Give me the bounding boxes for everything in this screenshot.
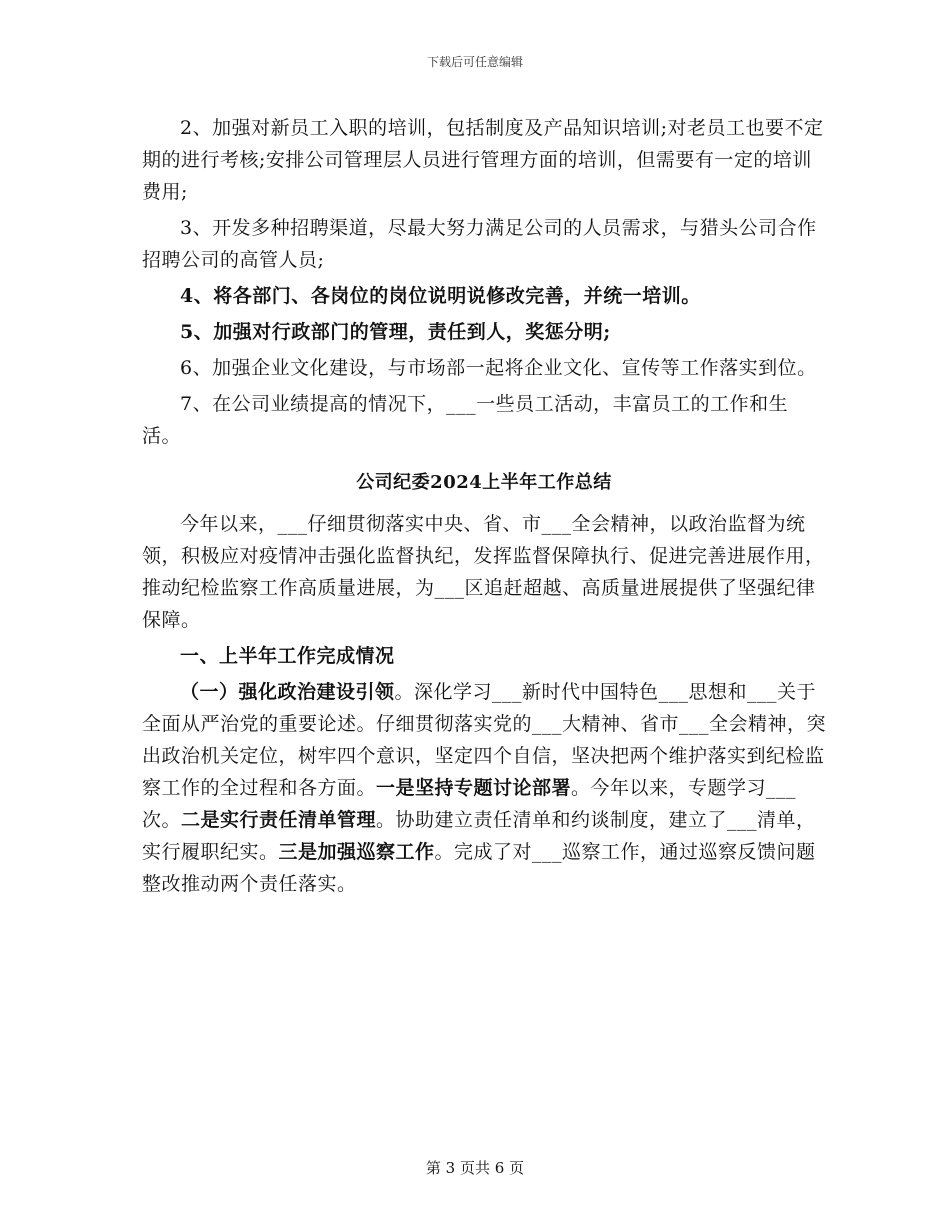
document-body — [142, 112, 826, 904]
paragraph-item-7: 7、在公司业绩提高的情况下，___一些员工活动，丰富员工的工作和生活。 — [142, 393, 789, 447]
page-footer: 第 3 页共 6 页 — [425, 1159, 525, 1177]
subsection-text-1: 。深化学习___新时代中国特色___思想和___关于全面从严治党的重要论述。仔细贯彻落实党的___大精神、省市___全会精神，突出政治机关定位，树牢四个意识，坚定四个自信，坚决把两个维护落实到纪检监察工作的全过程和各方面。 — [142, 681, 827, 799]
point-three-bold: 三是加强巡察工作 — [278, 841, 435, 863]
paragraph-item-4: 4、将各部门、各岗位的岗位说明说修改完善，并统一培训。 — [180, 285, 701, 307]
point-two-bold: 二是实行责任清单管理 — [181, 809, 377, 831]
paragraph-item-3: 3、开发多种招聘渠道，尽最大努力满足公司的人员需求，与猎头公司合作招聘公司的高管人员; — [142, 217, 817, 271]
subsection-text-3: 。协助建立责任清单和约谈制度，建立了___清单，实行履职纪实。 — [142, 809, 816, 863]
paragraph-item-5: 5、加强对行政部门的管理，责任到人，奖惩分明; — [180, 321, 611, 343]
section-title: 公司纪委2024上半年工作总结 — [356, 472, 612, 493]
subsection-text-2: 。今年以来，专题学习___次。 — [142, 777, 797, 831]
subsection-paragraph — [142, 676, 826, 900]
subsection-lead: （一）强化政治建设引领 — [180, 681, 395, 703]
page-header: 下载后可任意编辑 — [426, 55, 523, 69]
intro-paragraph: 今年以来，___仔细贯彻落实中央、省、市___全会精神，以政治监督为统领，积极应对疫情冲击强化监督执纪，发挥监督保障执行、促进完善进展作用，推动纪检监察工作高质量进展，为___区追赶超越、高质量进展提供了坚强纪律保障。 — [142, 513, 825, 631]
paragraph-item-6: 6、加强企业文化建设，与市场部一起将企业文化、宣传等工作落实到位。 — [180, 357, 817, 379]
paragraph-item-2: 2、加强对新员工入职的培训，包括制度及产品知识培训;对老员工也要不定期的进行考核;安排公司管理层人员进行管理方面的培训，但需要有一定的培训费用; — [142, 117, 824, 203]
heading-level-1: 一、上半年工作完成情况 — [180, 645, 395, 667]
point-one-bold: 一是坚持专题讨论部署 — [376, 777, 572, 799]
subsection-text-4: 。完成了对___巡察工作，通过巡察反馈问题整改推动两个责任落实。 — [142, 841, 816, 895]
